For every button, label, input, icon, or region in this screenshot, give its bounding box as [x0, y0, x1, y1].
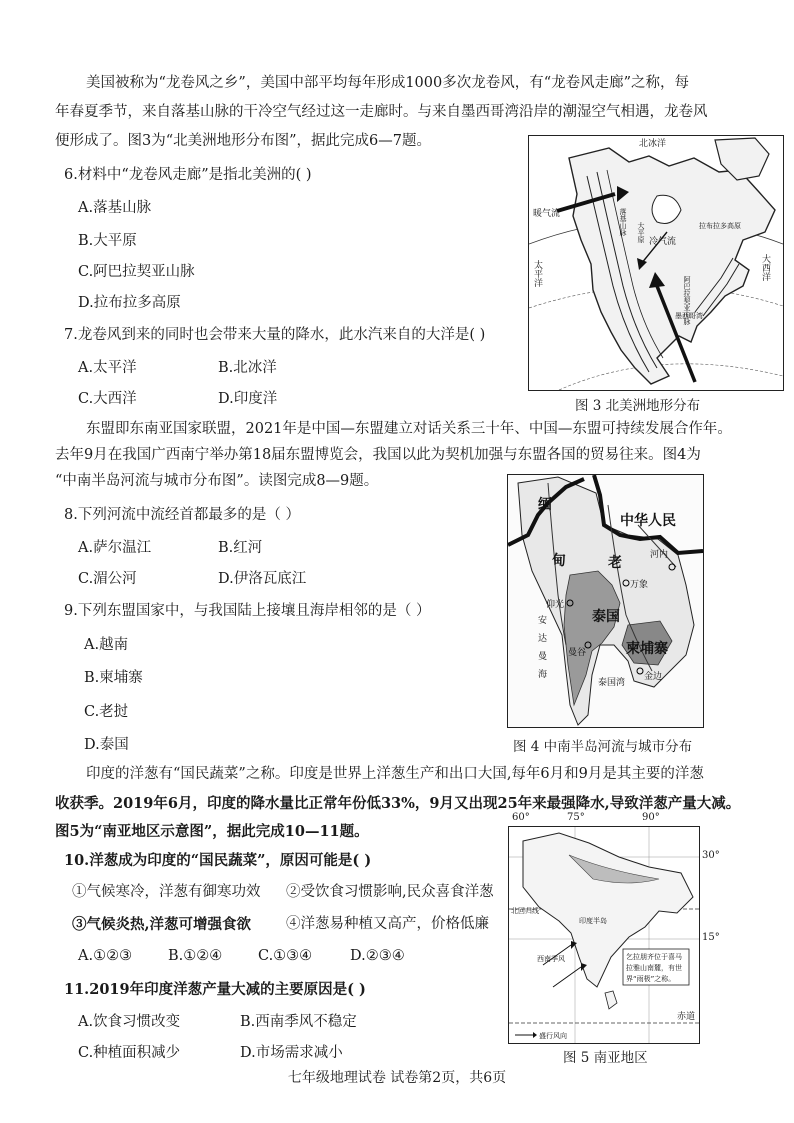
intro1-line3: 便形成了。图3为“北美洲地形分布图”，据此完成6—7题。 — [55, 133, 431, 149]
figure3-caption: 图 3 北美洲地形分布 — [575, 398, 701, 414]
fig3-label-gulf: 墨西哥湾 — [675, 312, 703, 320]
q6-option-d: D.拉布拉多高原 — [78, 295, 181, 311]
q6-option-c: C.阿巴拉契亚山脉 — [78, 264, 195, 280]
fig5-label-tropic: 北回归线 — [511, 907, 539, 915]
q8-option-d: D.伊洛瓦底江 — [218, 571, 307, 587]
q10-option-a: A.①②③ — [78, 948, 133, 964]
south-asia-map — [509, 827, 699, 1043]
fig3-label-appal: 阿巴拉契亚山脉 — [683, 276, 691, 325]
fig3-label-rocky: 落基山脉 — [619, 208, 627, 236]
fig4-label-andaman3: 曼 — [538, 652, 548, 662]
fig4-label-vientiane: 万象 — [630, 580, 649, 590]
fig4-label-hanoi: 河内 — [650, 550, 669, 560]
q9-option-b: B.柬埔寨 — [84, 670, 143, 686]
q9-option-d: D.泰国 — [84, 737, 129, 753]
fig4-label-cambodia: 柬埔寨 — [626, 641, 668, 657]
fig5-note-line3: 界“雨极”之称。 — [626, 975, 676, 983]
figure4-caption: 图 4 中南半岛河流与城市分布 — [513, 739, 693, 755]
intro3-line3: 图5为“南亚地区示意图”，据此完成10—11题。 — [55, 823, 369, 840]
q9-stem: 9.下列东盟国家中，与我国陆上接壤且海岸相邻的是（ ） — [64, 603, 431, 619]
fig5-label-lat30: 30° — [702, 850, 720, 861]
fig4-label-andaman1: 安 — [538, 616, 548, 626]
intro2-line1: 东盟即东南亚国家联盟，2021年是中国—东盟建立对话关系三十年、中国—东盟可持续发展合作年。 — [86, 421, 732, 437]
fig4-label-myanmar2: 甸 — [552, 553, 566, 569]
fig4-label-bangkok: 曼谷 — [568, 648, 587, 658]
fig5-label-equator: 赤道 — [677, 1012, 696, 1022]
fig5-label-lon60: 60° — [512, 812, 530, 823]
fig4-label-yangon: 仰光 — [546, 600, 565, 610]
q10-statement-4: ④洋葱易种植又高产，价格低廉 — [286, 916, 489, 932]
fig3-label-warm: 暖气流 — [533, 209, 561, 219]
q6-option-a: A.落基山脉 — [78, 200, 152, 216]
q7-option-a: A.太平洋 — [78, 360, 137, 376]
q10-option-d: D.②③④ — [350, 948, 405, 964]
q7-option-b: B.北冰洋 — [218, 360, 277, 376]
q11-option-a: A.饮食习惯改变 — [78, 1014, 181, 1030]
fig5-note-line1: 乞拉朋齐位于喜马 — [626, 953, 682, 961]
fig5-label-peninsula: 印度半岛 — [579, 917, 607, 925]
q8-option-a: A.萨尔温江 — [78, 540, 152, 556]
intro3-line1: 印度的洋葱有“国民蔬菜”之称。印度是世界上洋葱生产和出口大国,每年6月和9月是其主要的洋葱 — [86, 766, 704, 782]
q8-stem: 8.下列河流中流经首都最多的是（ ） — [64, 507, 300, 523]
fig3-label-arctic: 北冰洋 — [639, 139, 667, 149]
fig5-label-legend: 盛行风向 — [539, 1032, 567, 1040]
fig5-label-lon90: 90° — [642, 812, 660, 823]
fig4-label-thaigulf: 泰国湾 — [598, 678, 626, 688]
q7-option-c: C.大西洋 — [78, 391, 137, 407]
q8-option-c: C.湄公河 — [78, 571, 137, 587]
q11-option-b: B.西南季风不稳定 — [240, 1014, 357, 1030]
fig3-label-cold: 冷气流 — [649, 237, 677, 247]
fig4-label-laos: 老 — [608, 555, 622, 571]
fig5-label-swmonsoon: 西南季风 — [537, 955, 565, 963]
figure5-map — [508, 826, 700, 1044]
intro3-line2: 收获季。2019年6月，印度的降水量比正常年份低33%，9月又出现25年来最强降水,导致洋葱产量大减。 — [55, 795, 741, 812]
q10-statement-3: ③气候炎热,洋葱可增强食欲 — [72, 916, 252, 933]
intro1-line2: 年春夏季节，来自落基山脉的干冷空气经过这一走廊时。与来自墨西哥湾沿岸的潮湿空气相遇，龙卷风 — [55, 104, 708, 120]
fig3-label-atlantic: 大西洋 — [760, 254, 770, 281]
q11-stem: 11.2019年印度洋葱产量大减的主要原因是( ) — [64, 981, 366, 998]
fig4-label-thailand: 泰国 — [592, 609, 620, 625]
page-footer: 七年级地理试卷 试卷第2页，共6页 — [287, 1070, 507, 1086]
fig4-label-andaman4: 海 — [538, 670, 548, 680]
fig4-label-andaman2: 达 — [538, 634, 548, 644]
figure4-map — [507, 474, 704, 728]
intro2-line3: “中南半岛河流与城市分布图”。读图完成8—9题。 — [55, 473, 379, 489]
q10-statement-1: ①气候寒冷，洋葱有御寒功效 — [72, 884, 261, 900]
q10-stem: 10.洋葱成为印度的“国民蔬菜”，原因可能是( ) — [64, 852, 372, 869]
q7-stem: 7.龙卷风到来的同时也会带来大量的降水，此水汽来自的大洋是( ) — [64, 327, 486, 343]
figure5-caption: 图 5 南亚地区 — [563, 1050, 648, 1066]
indochina-map — [508, 475, 703, 727]
q6-stem: 6.材料中“龙卷风走廊”是指北美洲的( ) — [64, 167, 312, 183]
q6-option-b: B.大平原 — [78, 233, 137, 249]
north-america-map — [529, 136, 783, 390]
fig4-label-china: 中华人民 — [620, 513, 676, 529]
q11-option-d: D.市场需求减小 — [240, 1045, 343, 1061]
fig5-label-lat15: 15° — [702, 932, 720, 943]
q11-option-c: C.种植面积减少 — [78, 1045, 181, 1061]
q10-option-b: B.①②④ — [168, 948, 223, 964]
figure3-map — [528, 135, 784, 391]
intro1-line1: 美国被称为“龙卷风之乡”，美国中部平均每年形成1000多次龙卷风，有“龙卷风走廊”之称，每 — [86, 75, 690, 91]
fig4-label-phnompenh: 金边 — [644, 672, 663, 682]
fig5-note-line2: 拉雅山南麓，有世 — [626, 964, 682, 972]
q9-option-c: C.老挝 — [84, 704, 129, 720]
q9-option-a: A.越南 — [84, 637, 129, 653]
fig5-label-lon75: 75° — [567, 812, 585, 823]
q10-option-c: C.①③④ — [258, 948, 313, 964]
q8-option-b: B.红河 — [218, 540, 263, 556]
intro2-line2: 去年9月在我国广西南宁举办第18届东盟博览会，我国以此为契机加强与东盟各国的贸易往来。图4为 — [55, 447, 701, 463]
fig3-label-labrador: 拉布拉多高原 — [699, 222, 741, 230]
fig3-label-plain: 大平原 — [637, 222, 645, 243]
fig3-label-pacific: 太平洋 — [532, 260, 542, 287]
q10-statement-2: ②受饮食习惯影响,民众喜食洋葱 — [286, 884, 494, 900]
fig4-label-myanmar1: 缅 — [538, 497, 552, 513]
q7-option-d: D.印度洋 — [218, 391, 278, 407]
